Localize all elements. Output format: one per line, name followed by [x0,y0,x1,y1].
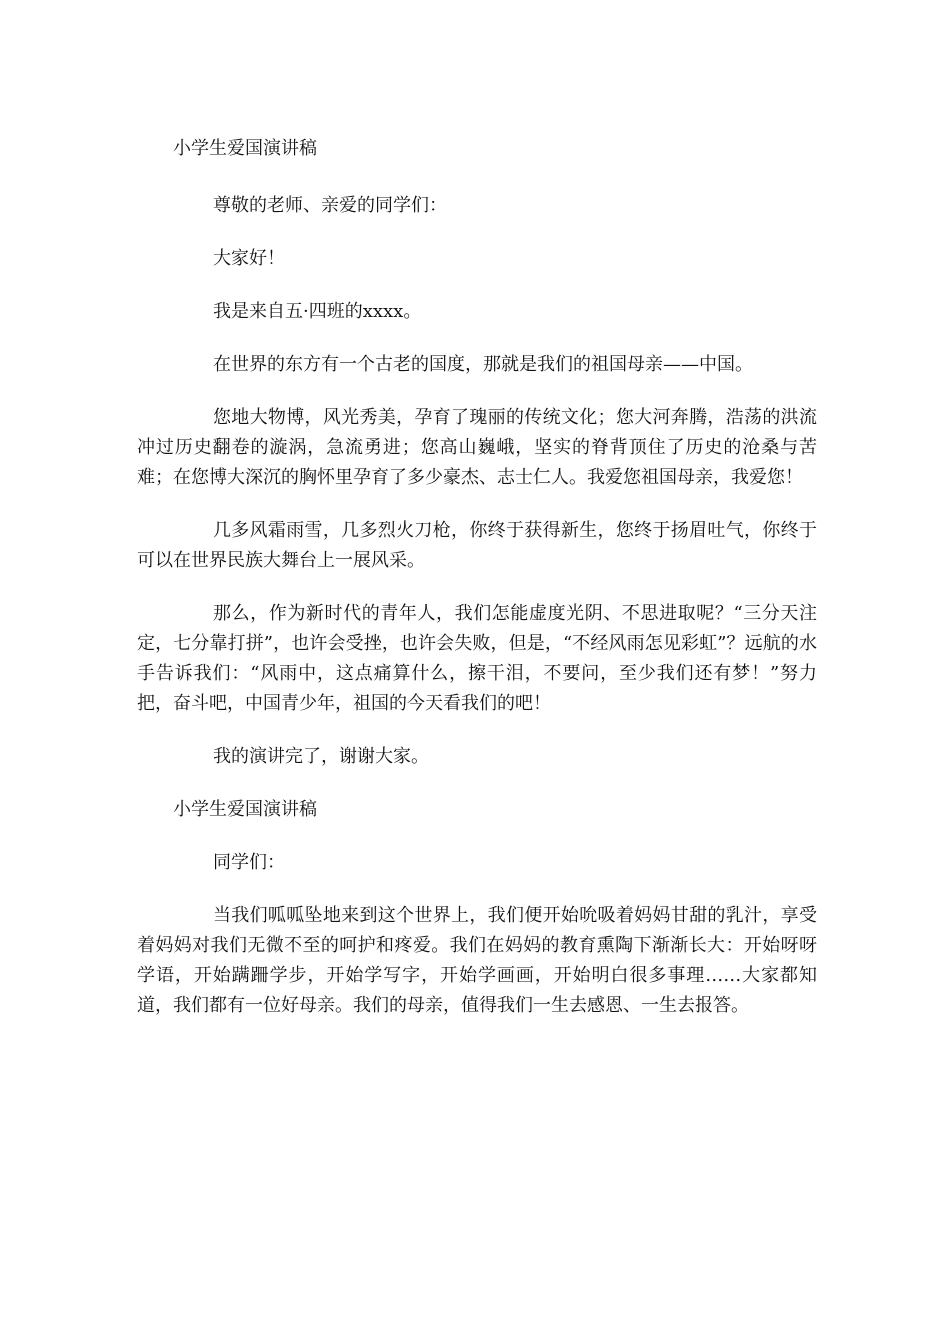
speech-paragraph: 几多风霜雨雪，几多烈火刀枪，你终于获得新生，您终于扬眉吐气，你终于可以在世界民族大舞台上一展风采。 [137,520,817,571]
document-content [137,134,817,1021]
speech-paragraph: 那么，作为新时代的青年人，我们怎能虚度光阴、不思进取呢？“三分天注定，七分靠打拼”，也许会受挫，也许会失败，但是，“不经风雨怎见彩虹”？远航的水手告诉我们：“风雨中，这点痛算什么，擦干泪，不要问，至少我们还有梦！”努力把，奋斗吧，中国青少年，祖国的今天看我们的吧！ [137,603,817,714]
speech-paragraph: 当我们呱呱坠地来到这个世界上，我们便开始吮吸着妈妈甘甜的乳汁，享受着妈妈对我们无微不至的呵护和疼爱。我们在妈妈的教育熏陶下渐渐长大：开始呀呀学语，开始蹒跚学步，开始学写字，开始学画画，开始明白很多事理……大家都知道，我们都有一位好母亲。我们的母亲，值得我们一生去感恩、一生去报答。 [137,905,817,1016]
speech-title: 小学生爱国演讲稿 [173,138,317,159]
speech-intro: 我是来自五·四班的xxxx。 [213,301,422,322]
speech-salutation: 同学们： [213,852,285,873]
speech-paragraph: 在世界的东方有一个古老的国度，那就是我们的祖国母亲——中国。 [213,354,753,375]
speech-title: 小学生爱国演讲稿 [173,799,317,820]
speech-salutation: 尊敬的老师、亲爱的同学们： [213,195,447,216]
speech-closing: 我的演讲完了，谢谢大家。 [213,746,429,767]
speech-paragraph: 您地大物博，风光秀美，孕育了瑰丽的传统文化；您大河奔腾，浩荡的洪流冲过历史翻卷的漩涡，急流勇进；您高山巍峨，坚实的脊背顶住了历史的沧桑与苦难；在您博大深沉的胸怀里孕育了多少豪杰、志士仁人。我爱您祖国母亲，我爱您！ [137,407,817,488]
speech-greeting: 大家好！ [213,248,285,269]
